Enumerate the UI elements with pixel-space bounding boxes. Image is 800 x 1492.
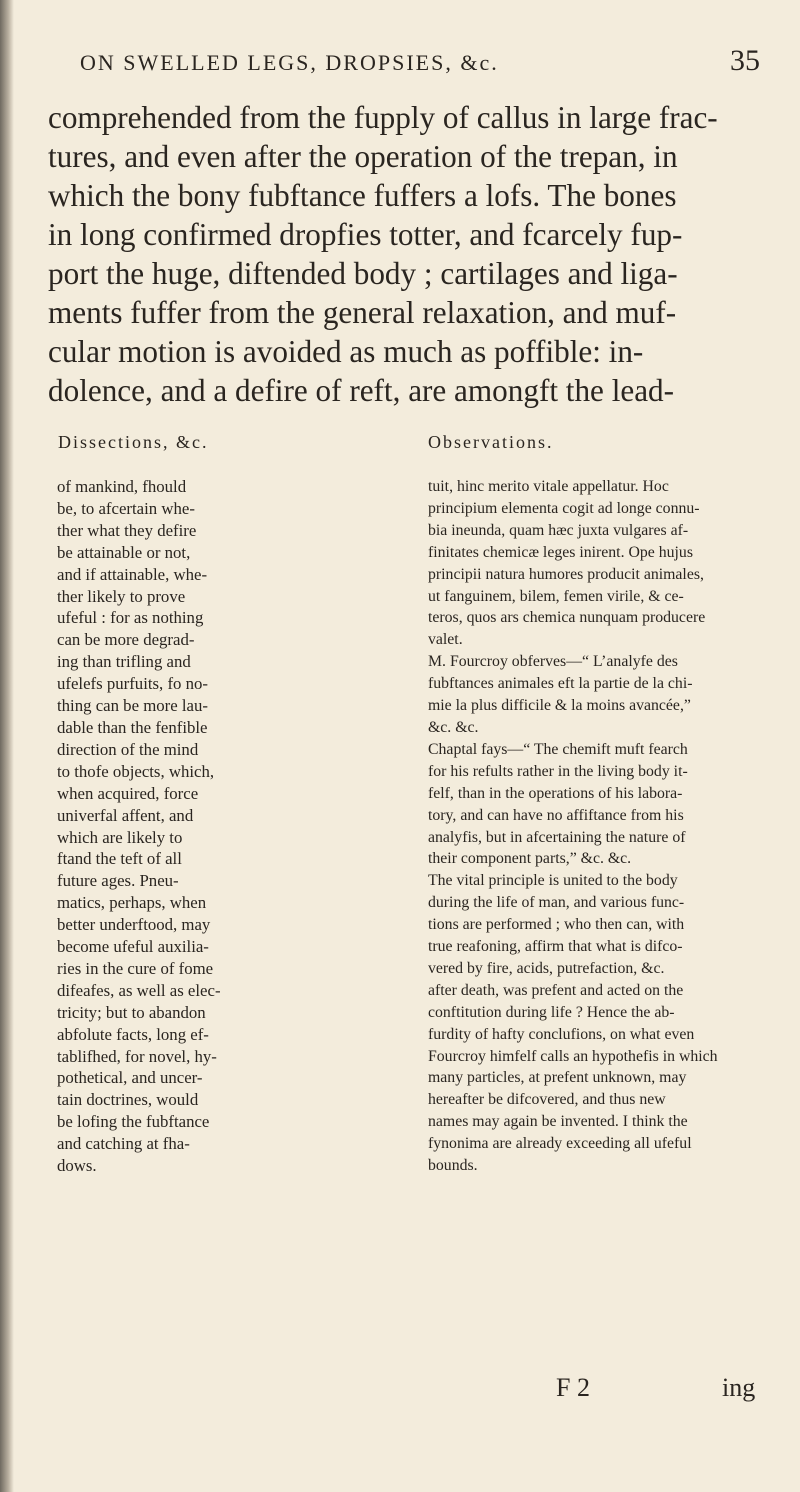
right-column-line: tions are performed ; who then can, with	[428, 916, 685, 934]
left-column-line: be lofing the fubftance	[57, 1112, 210, 1132]
left-column	[57, 476, 317, 1177]
right-column-line: conftitution during life ? Hence the ab-	[428, 1003, 675, 1021]
right-column-line: fubftances animales eft la partie de la chi-	[428, 675, 693, 693]
left-column-line: tain doctrines, would	[57, 1090, 199, 1110]
left-column-line: ufeful : for as nothing	[57, 608, 204, 628]
left-column-heading: Dissections, &c.	[58, 432, 209, 452]
right-column-line: principium elementa cogit ad longe connu-	[428, 499, 700, 517]
binding-gutter	[0, 0, 14, 1492]
right-column-line: names may again be invented. I think the	[428, 1113, 688, 1131]
left-column-line: ries in the cure of fome	[57, 958, 214, 978]
intro-line: comprehended from the fupply of callus in large frac-	[48, 100, 718, 135]
intro-line: which the bony fubftance fuffers a lofs. The bones	[48, 178, 677, 213]
right-column-line: M. Fourcroy obferves—“ L’analyfe des	[428, 653, 678, 671]
right-column-line: bia ineunda, quam hæc juxta vulgares af-	[428, 521, 689, 539]
left-column-line: ing than trifling and	[57, 652, 191, 672]
left-column-line: and if attainable, whe-	[57, 564, 208, 584]
intro-line: port the huge, diftended body ; cartilages and liga-	[48, 256, 678, 291]
right-column-line: felf, than in the operations of his labora-	[428, 784, 683, 802]
left-column-line: tablifhed, for novel, hy-	[57, 1046, 217, 1066]
intro-line: cular motion is avoided as much as poffible: in-	[48, 334, 644, 369]
right-column-line: Fourcroy himfelf calls an hypothefis in which	[428, 1047, 718, 1065]
right-column-line: tuit, hinc merito vitale appellatur. Hoc	[428, 478, 669, 495]
right-column	[428, 476, 783, 1177]
left-column-line: when acquired, force	[57, 783, 199, 803]
left-column-line: be, to afcertain whe-	[57, 498, 195, 518]
intro-paragraph	[48, 98, 778, 410]
left-column-line: become ufeful auxilia-	[57, 937, 209, 957]
intro-line: in long confirmed dropfies totter, and fcarcely fup-	[48, 217, 683, 252]
left-column-line: be attainable or not,	[57, 542, 191, 562]
intro-line: dolence, and a defire of reft, are amongft the lead-	[48, 373, 675, 408]
page-number: 35	[730, 44, 760, 77]
left-column-line: ther likely to prove	[57, 586, 186, 606]
right-column-line: teros, quos ars chemica nunquam producere	[428, 609, 706, 627]
left-column-line: direction of the mind	[57, 739, 199, 759]
left-column-line: to thofe objects, which,	[57, 761, 215, 781]
left-column-line: difeafes, as well as elec-	[57, 980, 221, 1000]
left-column-line: ftand the teft of all	[57, 849, 182, 869]
signature-mark: F 2	[556, 1373, 590, 1402]
right-column-line: their component parts,” &c. &c.	[428, 850, 632, 868]
right-column-line: bounds.	[428, 1157, 478, 1175]
right-column-line: for his refults rather in the living body it-	[428, 762, 688, 780]
left-column-line: can be more degrad-	[57, 630, 195, 650]
right-column-line: true reafoning, affirm that what is difco-	[428, 938, 683, 956]
right-column-line: after death, was prefent and acted on the	[428, 981, 684, 999]
left-column-line: tricity; but to abandon	[57, 1002, 206, 1022]
left-column-line: future ages. Pneu-	[57, 871, 179, 891]
right-column-line: The vital principle is united to the body	[428, 872, 678, 890]
right-column-line: vered by fire, acids, putrefaction, &c.	[428, 959, 665, 977]
right-column-line: furdity of hafty conclufions, on what even	[428, 1025, 695, 1043]
right-column-line: principii natura humores producit animales,	[428, 565, 704, 583]
left-column-line: dable than the fenfible	[57, 717, 208, 737]
left-column-line: ther what they defire	[57, 520, 197, 540]
left-column-line: dows.	[57, 1156, 97, 1176]
right-column-line: fynonima are already exceeding all ufeful	[428, 1135, 692, 1153]
left-column-line: matics, perhaps, when	[57, 893, 207, 913]
right-column-line: many particles, at prefent unknown, may	[428, 1069, 687, 1087]
left-column-line: of mankind, fhould	[57, 477, 187, 496]
running-head	[80, 44, 760, 84]
intro-line: ments fuffer from the general relaxation, and muf-	[48, 295, 677, 330]
right-column-line: analyfis, but in afcertaining the nature of	[428, 828, 686, 846]
left-column-line: thing can be more lau-	[57, 696, 208, 716]
right-column-line: &c. &c.	[428, 718, 479, 736]
running-head-title: ON SWELLED LEGS, DROPSIES, &c.	[80, 50, 499, 75]
left-column-line: ufelefs purfuits, fo no-	[57, 674, 208, 694]
right-column-line: hereafter be difcovered, and thus new	[428, 1091, 666, 1109]
right-column-line: mie la plus difficile & la moins avancée,”	[428, 697, 691, 715]
right-column-line: Chaptal fays—“ The chemift muft fearch	[428, 740, 688, 758]
left-column-line: which are likely to	[57, 827, 183, 847]
left-column-line: pothetical, and uncer-	[57, 1068, 203, 1088]
right-column-line: finitates chemicæ leges inirent. Ope hujus	[428, 543, 693, 561]
intro-line: tures, and even after the operation of the trepan, in	[48, 139, 678, 174]
right-column-line: valet.	[428, 631, 463, 649]
left-column-line: and catching at fha-	[57, 1134, 190, 1154]
catchword: ing	[722, 1373, 756, 1402]
left-column-line: univerfal affent, and	[57, 805, 194, 825]
right-column-heading: Observations.	[428, 432, 554, 452]
right-column-line: tory, and can have no affiftance from his	[428, 806, 684, 824]
right-column-line: ut fanguinem, bilem, femen virile, & ce-	[428, 587, 684, 605]
right-column-line: during the life of man, and various func-	[428, 894, 685, 912]
left-column-line: better underftood, may	[57, 915, 211, 935]
left-column-line: abfolute facts, long ef-	[57, 1024, 209, 1044]
